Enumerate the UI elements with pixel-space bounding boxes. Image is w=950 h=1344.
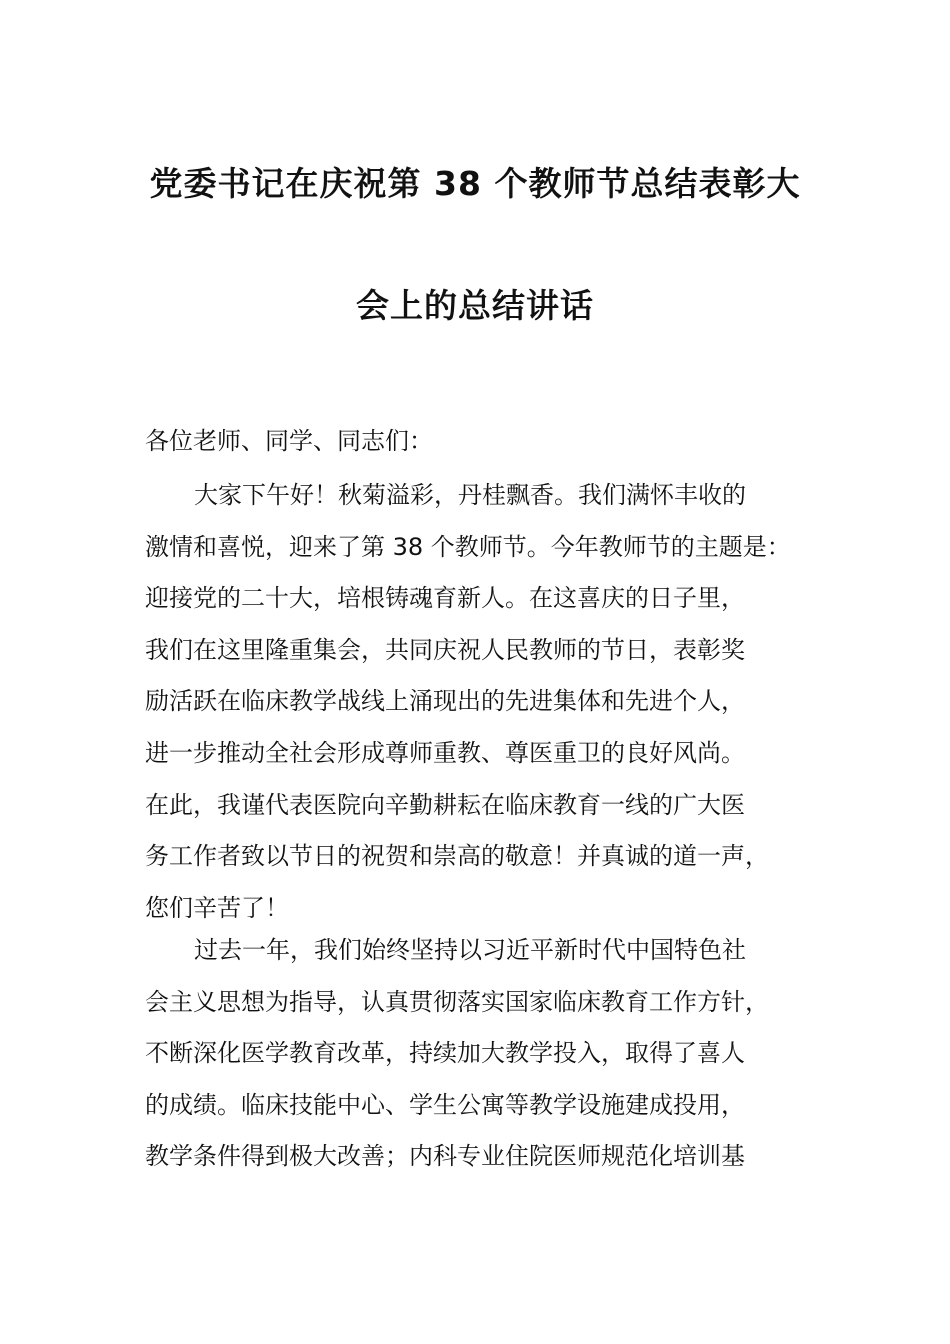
document-title-line-2: 会上的总结讲话: [356, 286, 594, 325]
paragraph-1-line: 我们在这里隆重集会，共同庆祝人民教师的节日，表彰奖: [145, 635, 745, 664]
document-title-line-1: 党委书记在庆祝第 38 个教师节总结表彰大: [149, 164, 801, 203]
paragraph-1-line: 您们辛苦了！: [145, 893, 289, 922]
paragraph-1-line: 进一步推动全社会形成尊师重教、尊医重卫的良好风尚。: [145, 738, 745, 767]
paragraph-1-line: 在此，我谨代表医院向辛勤耕耘在临床教育一线的广大医: [145, 790, 745, 819]
paragraph-2: [145, 925, 825, 1183]
paragraph-1-line: 务工作者致以节日的祝贺和崇高的敬意！并真诚的道一声，: [145, 842, 769, 871]
paragraph-1-line: 励活跃在临床教学战线上涌现出的先进集体和先进个人，: [145, 687, 745, 716]
paragraph-2-line: 的成绩。临床技能中心、学生公寓等教学设施建成投用，: [145, 1090, 745, 1119]
paragraph-2-line: 教学条件得到极大改善；内科专业住院医师规范化培训基: [145, 1142, 745, 1171]
salutation: [145, 416, 825, 468]
paragraph-1-line: 大家下午好！秋菊溢彩，丹桂飘香。我们满怀丰收的: [194, 481, 746, 509]
paragraph-2-line: 过去一年，我们始终坚持以习近平新时代中国特色社: [194, 936, 746, 964]
paragraph-2-line: 会主义思想为指导，认真贯彻落实国家临床教育工作方针，: [145, 987, 769, 1016]
paragraph-1-line: 激情和喜悦，迎来了第 38 个教师节。今年教师节的主题是：: [145, 532, 791, 561]
paragraph-1-line: 迎接党的二十大，培根铸魂育新人。在这喜庆的日子里，: [145, 584, 745, 613]
paragraph-2-line: 不断深化医学教育改革，持续加大教学投入，取得了喜人: [145, 1039, 745, 1068]
paragraph-1: [145, 470, 825, 934]
salutation-text: 各位老师、同学、同志们：: [145, 427, 433, 455]
